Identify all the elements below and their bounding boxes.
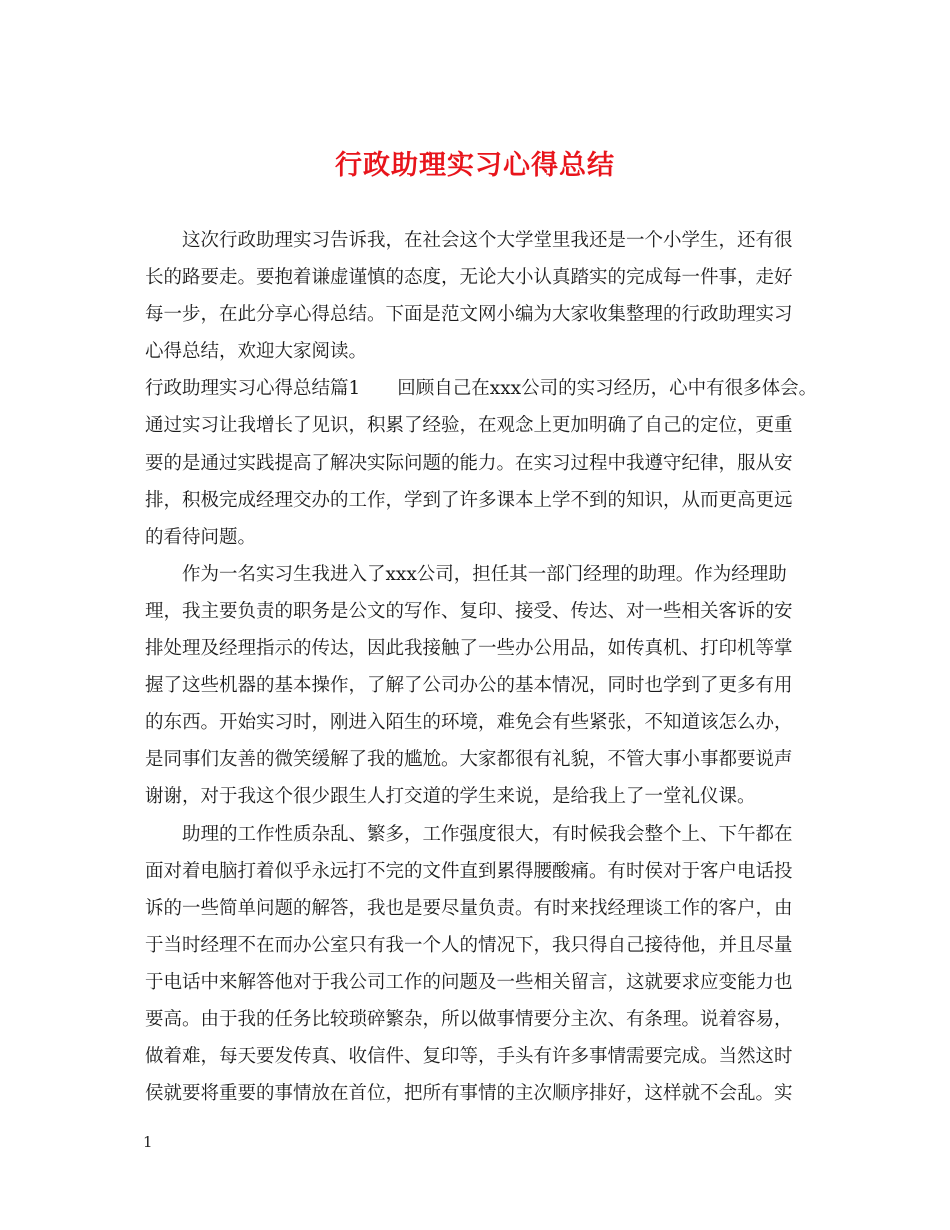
text-line: 排，积极完成经理交办的工作，学到了许多课本上学不到的知识，从而更高更远 <box>145 489 793 511</box>
text-line: 谢谢，对于我这个很少跟生人打交道的学生来说，是给我上了一堂礼仪课。 <box>145 786 756 808</box>
text-line: 通过实习让我增长了见识，积累了经验，在观念上更加明确了自己的定位，更重 <box>145 415 793 437</box>
text-line: 心得总结，欢迎大家阅读。 <box>145 341 368 363</box>
text-line: 于当时经理不在而办公室只有我一个人的情况下，我只得自己接待他，并且尽量 <box>145 934 793 956</box>
text-line: 作为一名实习生我进入了xxx公司，担任其一部门经理的助理。作为经理助 <box>182 563 787 585</box>
text-line: 排处理及经理指示的传达，因此我接触了一些办公用品，如传真机、打印机等掌 <box>145 638 793 660</box>
text-line: 诉的一些简单问题的解答，我也是要尽量负责。有时来找经理谈工作的客户，由 <box>145 897 793 919</box>
text-line: 于电话中来解答他对于我公司工作的问题及一些相关留言，这就要求应变能力也 <box>145 971 793 993</box>
document-body <box>145 222 818 1112</box>
page-number: 1 <box>143 1133 153 1151</box>
text-line: 这次行政助理实习告诉我，在社会这个大学堂里我还是一个小学生，还有很 <box>182 230 793 251</box>
text-line: 侯就要将重要的事情放在首位，把所有事情的主次顺序排好，这样就不会乱。实 <box>145 1083 793 1105</box>
text-line: 做着难，每天要发传真、收信件、复印等，手头有许多事情需要完成。当然这时 <box>145 1046 793 1068</box>
text-line: 要的是通过实践提高了解决实际问题的能力。在实习过程中我遵守纪律，服从安 <box>145 452 793 474</box>
text-line: 每一步，在此分享心得总结。下面是范文网小编为大家收集整理的行政助理实习 <box>145 304 793 326</box>
text-line: 行政助理实习心得总结篇1 回顾自己在xxx公司的实习经历，心中有很多体会。 <box>145 378 818 400</box>
text-line: 是同事们友善的微笑缓解了我的尴尬。大家都很有礼貌，不管大事小事都要说声 <box>145 749 793 771</box>
text-line: 长的路要走。要抱着谦虚谨慎的态度，无论大小认真踏实的完成每一件事，走好 <box>145 267 793 289</box>
text-line: 的看待问题。 <box>145 526 257 548</box>
text-line: 要高。由于我的任务比较琐碎繁杂，所以做事情要分主次、有条理。说着容易， <box>145 1008 793 1030</box>
document-title: 行政助理实习心得总结 <box>335 150 615 181</box>
text-line: 理，我主要负责的职务是公文的写作、复印、接受、传达、对一些相关客诉的安 <box>145 600 793 622</box>
text-line: 助理的工作性质杂乱、繁多，工作强度很大，有时候我会整个上、下午都在 <box>182 823 793 845</box>
text-line: 的东西。开始实习时，刚进入陌生的环境，难免会有些紧张，不知道该怎么办， <box>145 712 793 734</box>
text-line: 面对着电脑打着似乎永远打不完的文件直到累得腰酸痛。有时侯对于客户电话投 <box>145 860 793 882</box>
text-line: 握了这些机器的基本操作，了解了公司办公的基本情况，同时也学到了更多有用 <box>145 675 793 697</box>
